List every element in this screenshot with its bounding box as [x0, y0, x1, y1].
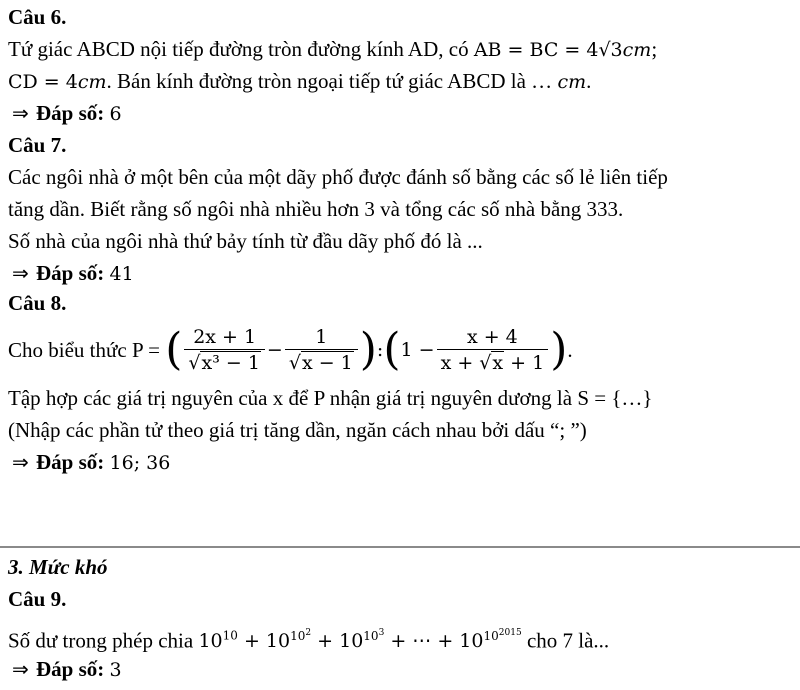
q9-line [8, 620, 609, 654]
q8-one-minus: 1 − [400, 339, 435, 362]
q8-frac1-num: 2x + 1 [193, 325, 257, 348]
q6-line-1 [8, 36, 657, 63]
q8-heading: Câu 8. [8, 291, 67, 315]
q9-text: cho 7 là... [521, 628, 610, 653]
q8-frac1-den [184, 349, 265, 376]
q8-expression [8, 318, 573, 382]
q8-frac3-den-c: + 1 [504, 351, 545, 374]
q6-line-2 [8, 68, 591, 95]
q7-line-3: Số nhà của ngôi nhà thứ bảy tính từ đầu dãy phố đó là ... [8, 229, 483, 253]
q9-power-sum: $10^{10} + 10^{10^2} + 10^{10^3}$ + ⋯ + $10^{10^{2015}}$ [198, 628, 522, 653]
answer-label: Đáp số: [36, 450, 105, 474]
q9-heading: Câu 9. [8, 587, 67, 611]
implies-arrow-icon: ⇒ [12, 261, 29, 285]
q8-fraction-1 [184, 325, 265, 376]
q8-frac2-radicand: x − 1 [301, 351, 353, 374]
q9-text: Số dư trong phép chia [8, 628, 199, 653]
q8-frac3-num: x + 4 [466, 325, 518, 348]
answer-label: Đáp số: [36, 101, 105, 125]
answer-label: Đáp số: [36, 657, 105, 681]
sqrt-sign: √x − 1 [288, 351, 353, 374]
q8-frac2-den [285, 349, 358, 376]
q8-divide: : [376, 339, 384, 362]
answer-value: 16; 36 [109, 452, 171, 474]
q6-unit: cm [77, 71, 107, 93]
q8-line-3: (Nhập các phần tử theo giá trị tăng dần, ngăn cách nhau bởi dấu “; ”) [8, 418, 587, 442]
section-divider [0, 546, 800, 548]
q6-punct: ; [651, 37, 658, 61]
q7-line-1: Các ngôi nhà ở một bên của một dãy phố được đánh số bằng các số lẻ liên tiếp [8, 165, 668, 189]
q8-frac3-den-a: x + [440, 351, 480, 374]
q8-frac3-radicand: x [492, 351, 504, 374]
sqrt-sign: √x [479, 351, 504, 374]
q6-answer [8, 100, 122, 127]
q6-text: Tứ giác ABCD nội tiếp đường tròn đường kính AD, có [8, 37, 474, 61]
q6-heading: Câu 6. [8, 5, 67, 29]
answer-value: 6 [109, 103, 122, 125]
q7-line-2: tăng dần. Biết rằng số ngôi nhà nhiều hơn 3 và tổng các số nhà bằng 333. [8, 197, 624, 221]
q8-answer [8, 449, 170, 476]
sqrt-sign: √x³ − 1 [188, 351, 260, 374]
implies-arrow-icon: ⇒ [12, 657, 29, 681]
q8-paren: ) [550, 324, 568, 376]
q9-answer [8, 656, 122, 683]
q8-line-2: Tập hợp các giá trị nguyên của x để P nhận giá trị nguyên dương là S = {…} [8, 386, 653, 410]
q7-heading: Câu 7. [8, 133, 67, 157]
q6-math-cd: CD = 4 [8, 71, 78, 93]
answer-value: 41 [109, 263, 134, 285]
implies-arrow-icon: ⇒ [12, 450, 29, 474]
implies-arrow-icon: ⇒ [12, 101, 29, 125]
q8-text: Cho biểu thức P = [8, 338, 166, 363]
q8-minus: − [266, 339, 283, 362]
q6-text: . Bán kính đường tròn ngoại tiếp tứ giác ABCD là … [106, 69, 558, 93]
q6-math-ab-bc: AB = BC = 4√3 [473, 39, 623, 61]
q8-paren: ( [383, 324, 401, 376]
q7-answer [8, 260, 134, 287]
answer-label: Đáp số: [36, 261, 105, 285]
q8-paren: ( [165, 324, 183, 376]
q8-frac3-den [437, 349, 549, 376]
q6-unit: cm [622, 39, 652, 61]
q6-punct: . [586, 69, 592, 93]
section-3-title: 3. Mức khó [8, 555, 108, 579]
answer-value: 3 [109, 659, 122, 681]
q8-frac2-num: 1 [315, 325, 328, 348]
q8-paren: ) [359, 324, 377, 376]
q8-period: . [567, 338, 573, 363]
q8-fraction-2 [285, 325, 358, 376]
q8-frac1-radicand: x³ − 1 [201, 351, 260, 374]
q6-unit: cm [557, 71, 587, 93]
q8-fraction-3 [437, 325, 549, 376]
